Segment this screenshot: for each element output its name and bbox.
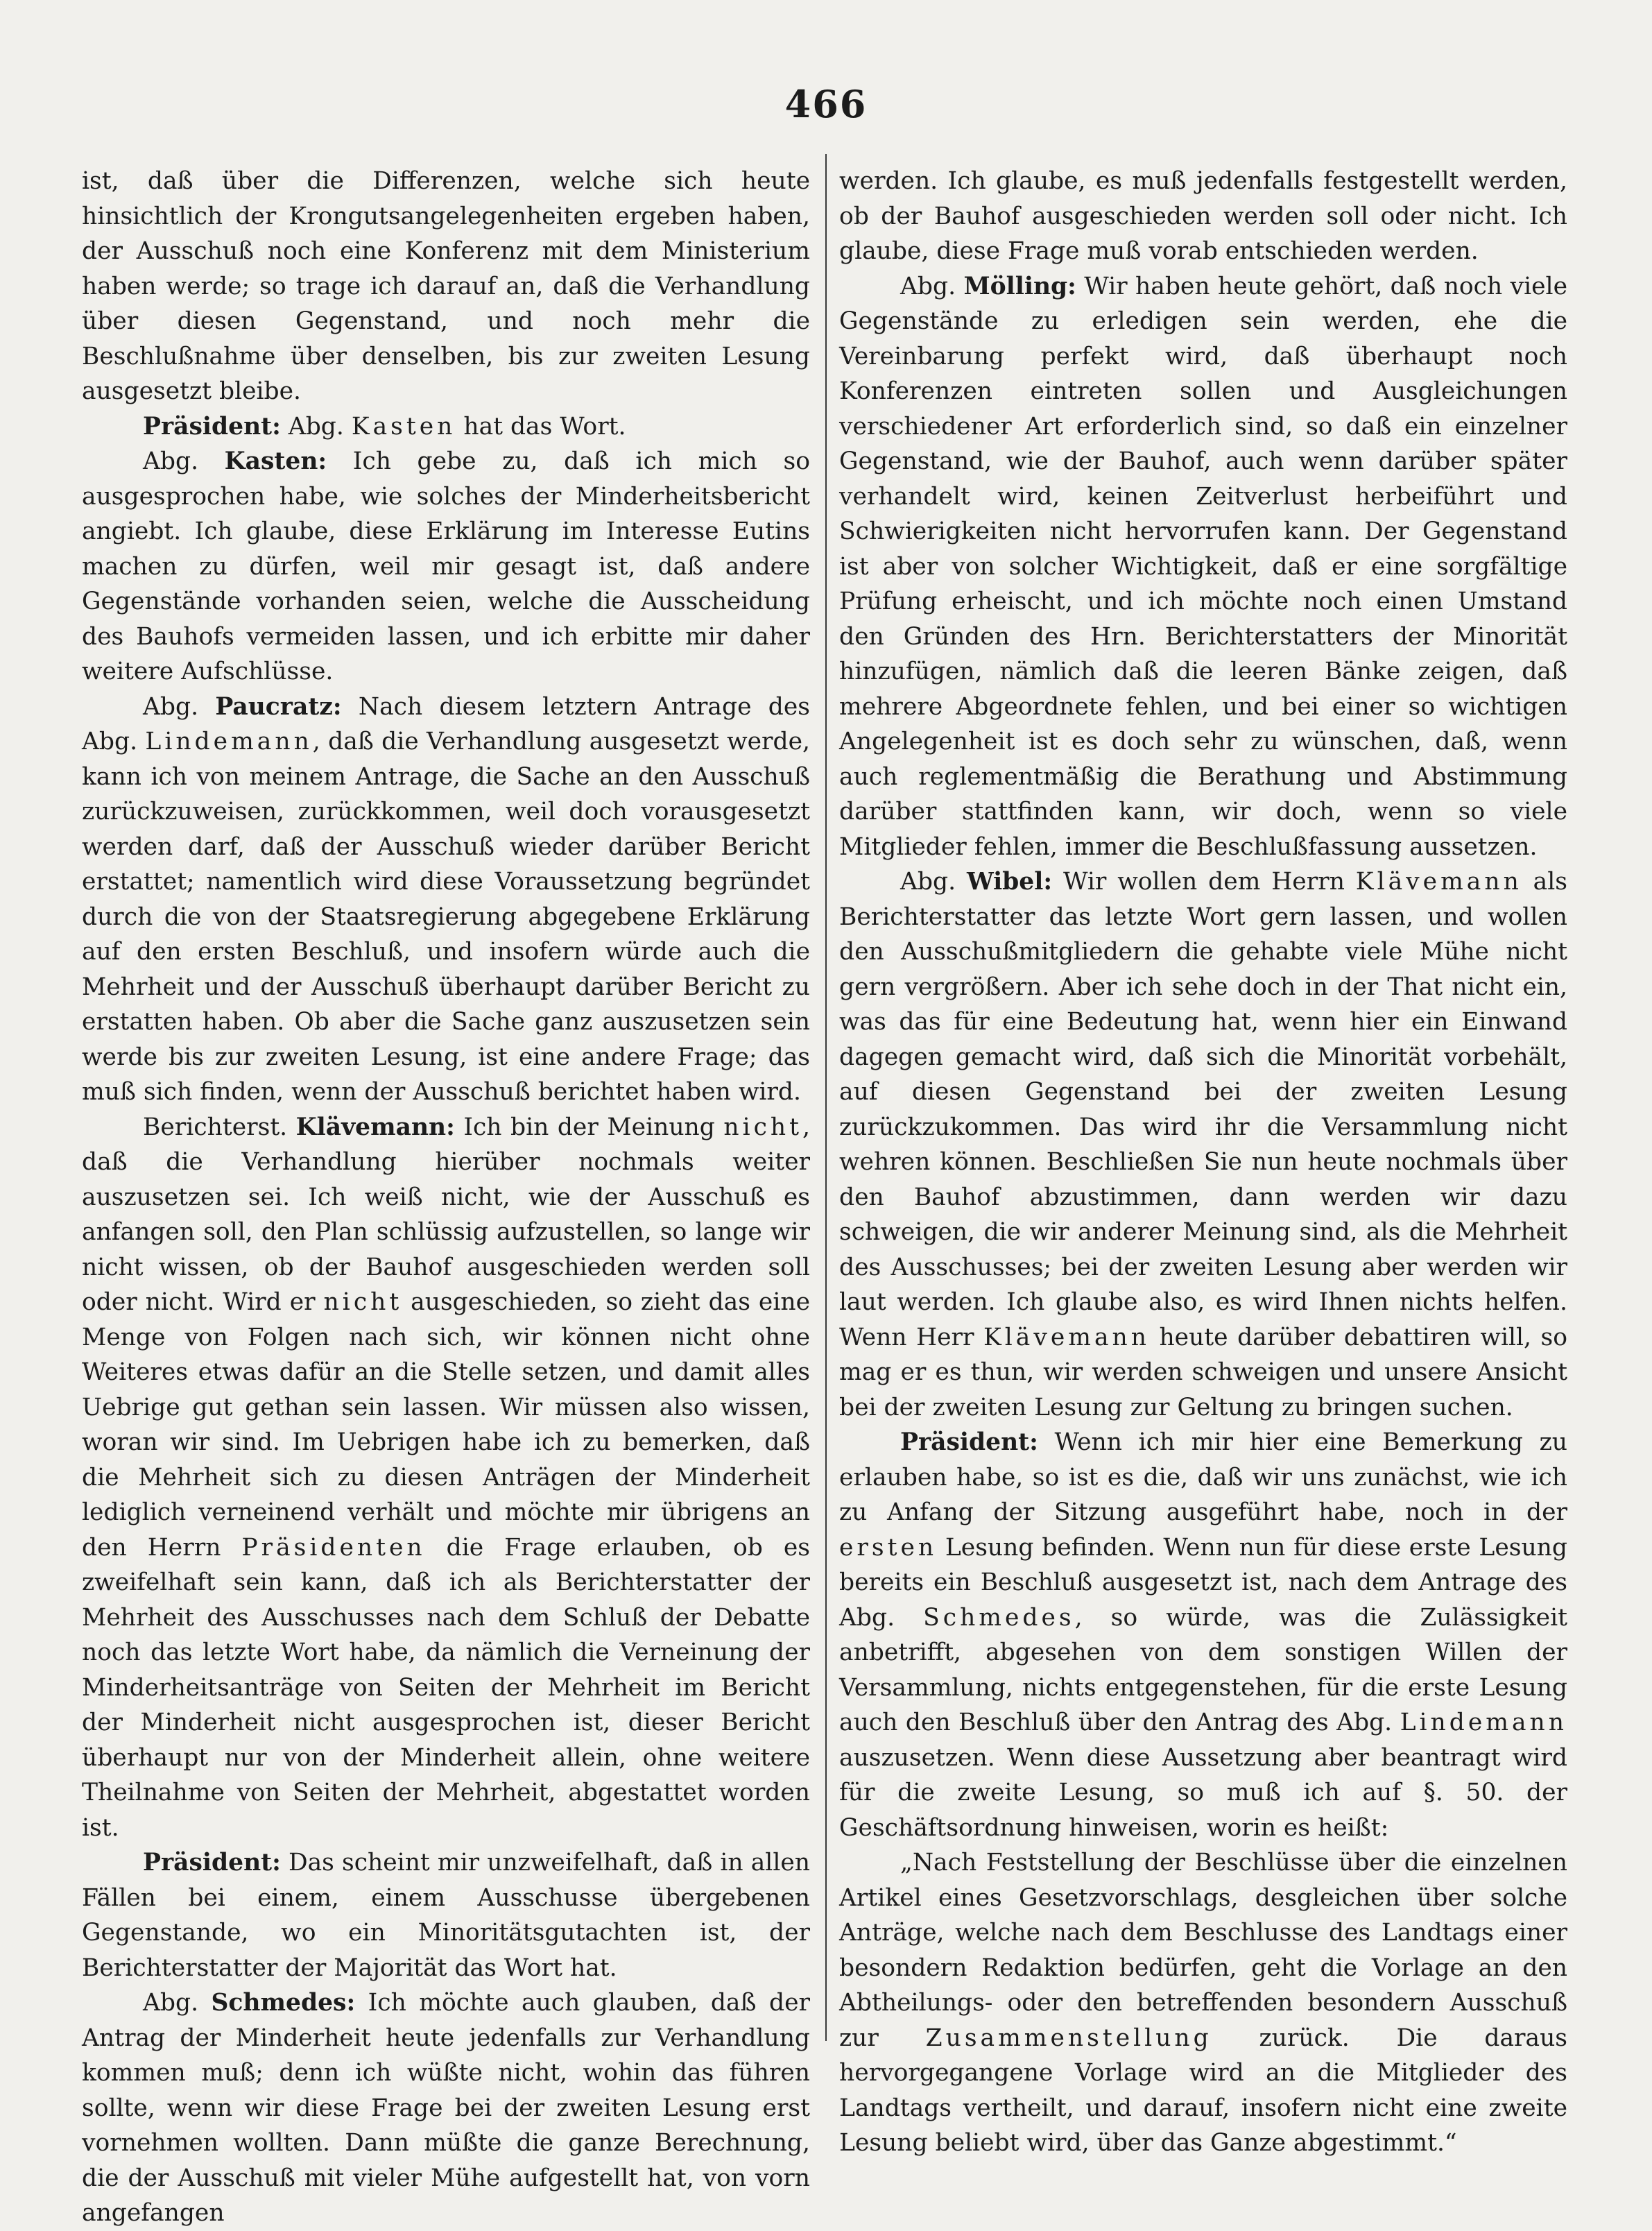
speaker-label: Präsident: — [143, 1849, 281, 1877]
speaker-label: Klävemann: — [295, 1113, 455, 1141]
paragraph-klaevemann — [82, 1110, 810, 1846]
paragraph-moelling — [839, 269, 1567, 865]
speaker-label: Mölling: — [963, 272, 1076, 300]
speaker-label: Kasten: — [224, 447, 327, 475]
paragraph-text: Nach diesem letztern Antrage des Abg. — [82, 692, 810, 755]
paragraph-praesident-2 — [82, 1845, 810, 1985]
speaker-label: Schmedes: — [211, 1989, 356, 2017]
spaced-name: Klävemann — [1355, 868, 1522, 896]
speaker-title: Abg. — [900, 272, 964, 300]
paragraph-text: ausgeschieden, so zieht das eine Menge von Folgen nach sich, wir können nicht ohne Weiteres etwas dafür an die Stelle setzen, und damit alles Uebrige gut gethan sein lassen. Wir müssen also wissen, woran wir sind. Im Uebrigen habe ich zu bemerken, daß die Mehrheit sich zu diesen Anträgen der Minderheit lediglich verneinend verhält und möchte mir übrigens an den Herrn — [82, 1288, 810, 1562]
paragraph-continuation: ist, daß über die Differenzen, welche sich heute hinsichtlich der Krongutsangelegenheiten ergeben haben, der Ausschuß noch eine Konferenz mit dem Ministerium haben werde; so trage ich darauf an, daß die Verhandlung über diesen Gegenstand, und noch mehr die Beschlußnahme über denselben, bis zur zweiten Lesung ausgesetzt bleibe. — [82, 167, 810, 405]
paragraph-paucratz — [82, 690, 810, 1110]
paragraph-continuation: werden. Ich glaube, es muß jedenfalls festgestellt werden, ob der Bauhof ausgeschieden werden soll oder nicht. Ich glaube, diese Frage muß vorab entschieden werden. — [839, 167, 1567, 265]
speaker-title: Abg. — [143, 447, 225, 475]
paragraph-text: Das scheint mir unzweifelhaft, daß in allen Fällen bei einem, einem Ausschusse übergebenen Gegenstande, wo ein Minoritätsgutachten ist, der Berichterstatter der Majorität das Wort hat. — [82, 1849, 810, 1982]
paragraph-text: als Berichterstatter das letzte Wort gern lassen, und wollen den Ausschußmitgliedern die gehabte viele Mühe nicht gern vergrößern. Aber ich sehe doch in der That nicht ein, was das für eine Bedeutung hat, wenn hier ein Einwand dagegen gemacht wird, daß sich die Minorität vorbehält, auf diesen Gegenstand bei der zweiten Lesung zurückzukommen. Das wird ihr die Versammlung nicht wehren können. Beschließen Sie nun heute nochmals über den Bauhof abzustimmen, dann werden wir dazu schweigen, die wir anderer Meinung sind, als die Mehrheit des Ausschusses; bei der zweiten Lesung aber werden wir laut werden. Ich glaube also, es wird Ihnen nichts helfen. Wenn Herr — [839, 868, 1567, 1351]
paragraph-text: Ich möchte auch glauben, daß der Antrag der Minderheit heute jedenfalls zur Verhandlung kommen muß; denn ich wüßte nicht, wohin das führen sollte, wenn wir diese Frage bei der zweiten Lesung erst vornehmen wollten. Dann müßte die ganze Berechnung, die der Ausschuß mit vieler Mühe aufgestellt hat, von vorn angefangen — [82, 1989, 810, 2227]
paragraph-text: zurück. Die daraus hervorgegangene Vorlage wird an die Mitglieder des Landtags vertheilt, und darauf, insofern nicht eine zweite Lesung beliebt wird, über das Ganze abgestimmt.“ — [839, 2024, 1567, 2157]
column-divider — [825, 154, 827, 2041]
paragraph-text: „Nach Feststellung der Beschlüsse über die einzelnen Artikel eines Gesetzvorschlags, desgleichen über solche Anträge, welche nach dem Beschlusse des Landtags einer besondern Redaktion bedürfen, geht die Vorlage an den Abtheilungs- oder den betreffenden besondern Ausschuß zur — [839, 1849, 1567, 2052]
paragraph-kasten — [82, 444, 810, 690]
paragraph-text: , daß die Verhandlung ausgesetzt werde, kann ich von meinem Antrage, die Sache an den Ausschuß zurückzuweisen, zurückkommen, weil doch vorausgesetzt werden darf, daß der Ausschuß wieder darüber Bericht erstattet; namentlich wird diese Voraussetzung begründet durch die von der Staatsregierung abgegebene Erklärung auf den ersten Beschluß, und insofern würde auch die Mehrheit und der Ausschuß überhaupt darüber Bericht zu erstatten haben. Ob aber die Sache ganz auszusetzen sein werde bis zur zweiten Lesung, ist eine andere Frage; das muß sich finden, wenn der Ausschuß berichtet haben wird. — [82, 728, 810, 1106]
paragraph-text: , so würde, was die Zulässigkeit anbetrifft, abgesehen von dem sonstigen Willen der Versammlung, nichts entgegenstehen, für die erste Lesung auch den Beschluß über den Antrag des Abg. — [839, 1603, 1567, 1736]
paragraph-text: Wir wollen dem Herrn — [1052, 868, 1356, 896]
paragraph-text: Wenn ich mir hier eine Bemerkung zu erlauben habe, so ist es die, daß wir uns zunächst, wie ich zu Anfang der Sitzung ausgeführt habe, noch in der — [839, 1428, 1567, 1526]
speaker-title: Abg. — [143, 692, 216, 721]
paragraph-wibel — [839, 864, 1567, 1425]
speaker-label: Präsident: — [900, 1428, 1038, 1456]
spaced-word: Zusammenstellung — [925, 2024, 1212, 2052]
paragraph-schmedes — [82, 1985, 810, 2231]
speaker-title: Berichterst. — [143, 1113, 296, 1141]
spaced-word: Präsidenten — [241, 1533, 426, 1562]
paragraph-text: , daß die Verhandlung hierüber nochmals weiter auszusetzen sei. Ich weiß nicht, wie der Ausschuß es anfangen soll, den Plan schlüssig aufzustellen, so lange wir nicht wissen, ob der Bauhof ausgeschieden werden soll oder nicht. Wird er — [82, 1113, 810, 1316]
speaker-label: Wibel: — [966, 868, 1053, 896]
paragraph-praesident-1 — [82, 409, 810, 445]
spaced-name: Kasten — [351, 412, 456, 441]
speaker-title: Abg. — [143, 1989, 212, 2017]
spaced-name: Lindemann — [1400, 1709, 1567, 1736]
paragraph-text: die Frage erlauben, ob es zweifelhaft sein kann, daß ich als Berichterstatter der Mehrheit des Ausschusses nach dem Schluß der Debatte noch das letzte Wort habe, da nämlich die Verneinung der Minderheitsanträge von Seiten der Mehrheit im Bericht der Minderheit nicht ausgesprochen ist, dieser Bericht überhaupt nur von der Minderheit allein, ohne weitere Theilnahme von Seiten der Mehrheit, abgestattet worden ist. — [82, 1533, 810, 1842]
paragraph-text: Wir haben heute gehört, daß noch viele Gegenstände zu erledigen sein werden, ehe die Vereinbarung perfekt wird, daß überhaupt noch Konferenzen eintreten sollen und Ausgleichungen verschiedener Art erforderlich sind, so daß ein einzelner Gegenstand, wie der Bauhof, auch wenn darüber später verhandelt wird, keinen Zeitverlust herbeiführt und Schwierigkeiten nicht hervorrufen kann. Der Gegenstand ist aber von solcher Wichtigkeit, daß er eine sorgfältige Prüfung erheischt, und ich möchte noch einen Umstand den Gründen des Hrn. Berichterstatters der Minorität hinzufügen, nämlich daß die leeren Bänke zeigen, daß mehrere Abgeordnete fehlen, und bei einer so wichtigen Angelegenheit ist es doch sehr zu wünschen, daß, wenn auch reglementmäßig die Berathung und Abstimmung darüber stattfinden kann, wir doch, wenn so viele Mitglieder fehlen, immer die Beschlußfassung aussetzen. — [839, 272, 1567, 861]
speaker-label: Präsident: — [143, 412, 281, 441]
spaced-word: nicht — [723, 1113, 803, 1141]
speaker-label: Paucratz: — [215, 692, 342, 721]
paragraph-text: auszusetzen. Wenn diese Aussetzung aber beantragt wird für die zweite Lesung, so muß ich auf §. 50. der Geschäftsordnung hinweisen, worin es heißt: — [839, 1743, 1567, 1842]
paragraph-text: Abg. — [280, 412, 352, 441]
quoted-paragraph — [839, 1845, 1567, 2161]
right-column — [839, 164, 1567, 2161]
left-column — [82, 164, 810, 2231]
spaced-word: ersten — [839, 1533, 938, 1562]
page-number: 466 — [784, 82, 868, 126]
paragraph-text: hat das Wort. — [456, 412, 626, 441]
spaced-name: Klävemann — [983, 1323, 1150, 1351]
spaced-word: nicht — [323, 1288, 403, 1316]
spaced-name: Lindemann — [145, 728, 313, 755]
paragraph-text: Lesung befinden. Wenn nun für diese erste Lesung bereits ein Beschluß ausgesetzt ist, nach dem Antrage des Abg. — [839, 1533, 1567, 1632]
paragraph-praesident-3 — [839, 1425, 1567, 1845]
speaker-title: Abg. — [900, 868, 967, 896]
spaced-name: Schmedes — [923, 1603, 1075, 1632]
paragraph-text: Ich bin der Meinung — [454, 1113, 724, 1141]
paragraph-text: heute darüber debattiren will, so mag er es thun, wir werden schweigen und unsere Ansicht bei der zweiten Lesung zur Geltung zu bringen suchen. — [839, 1323, 1567, 1421]
paragraph-text: Ich gebe zu, daß ich mich so ausgesprochen habe, wie solches der Minderheitsbericht angiebt. Ich glaube, diese Erklärung im Interesse Eutins machen zu dürfen, weil mir gesagt ist, daß andere Gegenstände vorhanden seien, welche die Ausscheidung des Bauhofs vermeiden lassen, und ich erbitte mir daher weitere Aufschlüsse. — [82, 447, 810, 685]
